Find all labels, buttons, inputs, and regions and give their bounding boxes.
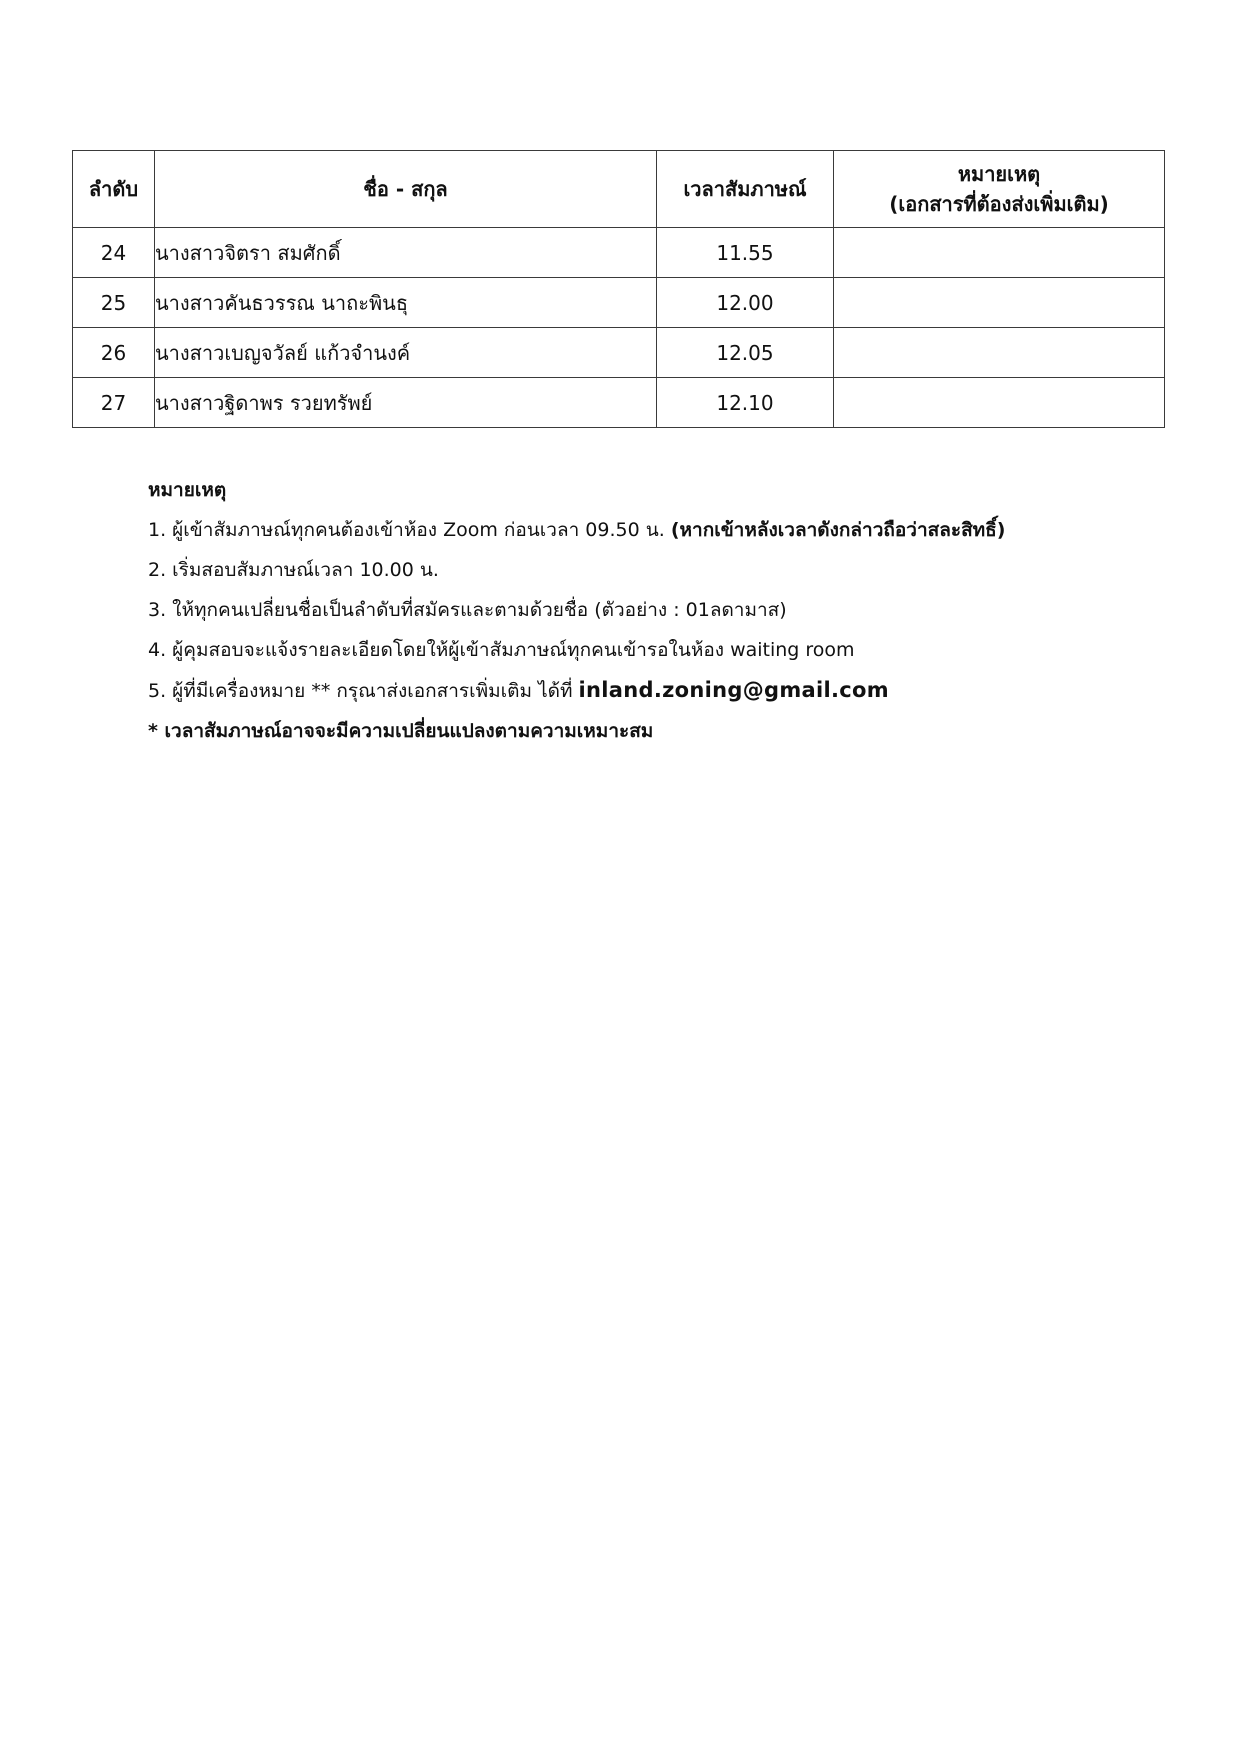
row-name: นางสาวฐิดาพร รวยทรัพย์ [155,378,657,428]
row-number: 26 [73,328,155,378]
row-name: นางสาวเบญจวัลย์ แก้วจำนงค์ [155,328,657,378]
table-row [73,328,1165,378]
row-name: นางสาวคันธวรรณ นาถะพินธุ [155,278,657,328]
contact-email[interactable]: inland.zoning@gmail.com [578,678,889,702]
row-time: 12.10 [657,378,834,428]
header-time: เวลาสัมภาษณ์ [657,151,834,228]
interview-schedule-table [72,150,1165,428]
row-note [834,328,1165,378]
row-time: 12.00 [657,278,834,328]
row-note [834,228,1165,278]
remarks-heading: หมายเหตุ [148,479,227,501]
remarks-section [148,470,1148,751]
row-number: 24 [73,228,155,278]
remark-item-4: 4. ผู้คุมสอบจะแจ้งรายละเอียดโดยให้ผู้เข้าสัมภาษณ์ทุกคนเข้ารอในห้อง waiting room [148,639,855,661]
remark-item-2: 2. เริ่มสอบสัมภาษณ์เวลา 10.00 น. [148,559,439,581]
remark-item-1-warning: (หากเข้าหลังเวลาดังกล่าวถือว่าสละสิทธิ์) [670,519,1006,541]
row-time: 12.05 [657,328,834,378]
row-number: 27 [73,378,155,428]
table-header-row [73,151,1165,228]
row-note [834,278,1165,328]
row-name: นางสาวจิตรา สมศักดิ์ [155,228,657,278]
remark-item-5-text: 5. ผู้ที่มีเครื่องหมาย ** กรุณาส่งเอกสารเพิ่มเติม ได้ที่ [148,680,579,702]
remark-item-5 [148,670,1148,711]
schedule-footnote: * เวลาสัมภาษณ์อาจจะมีความเปลี่ยนแปลงตามความเหมาะสม [148,720,654,742]
header-note-line1: หมายเหตุ [957,162,1041,186]
header-note-line2: (เอกสารที่ต้องส่งเพิ่มเติม) [889,192,1109,216]
header-note [834,151,1165,228]
row-number: 25 [73,278,155,328]
header-order: ลำดับ [73,151,155,228]
header-name: ชื่อ - สกุล [155,151,657,228]
remark-item-3: 3. ให้ทุกคนเปลี่ยนชื่อเป็นลำดับที่สมัครและตามด้วยชื่อ (ตัวอย่าง : 01ลดามาส) [148,599,787,621]
remark-item-1-text: 1. ผู้เข้าสัมภาษณ์ทุกคนต้องเข้าห้อง Zoom ก่อนเวลา 09.50 น. [148,519,671,541]
table-row [73,278,1165,328]
table-row [73,228,1165,278]
remark-item-1 [148,510,1148,550]
row-note [834,378,1165,428]
row-time: 11.55 [657,228,834,278]
table-row [73,378,1165,428]
